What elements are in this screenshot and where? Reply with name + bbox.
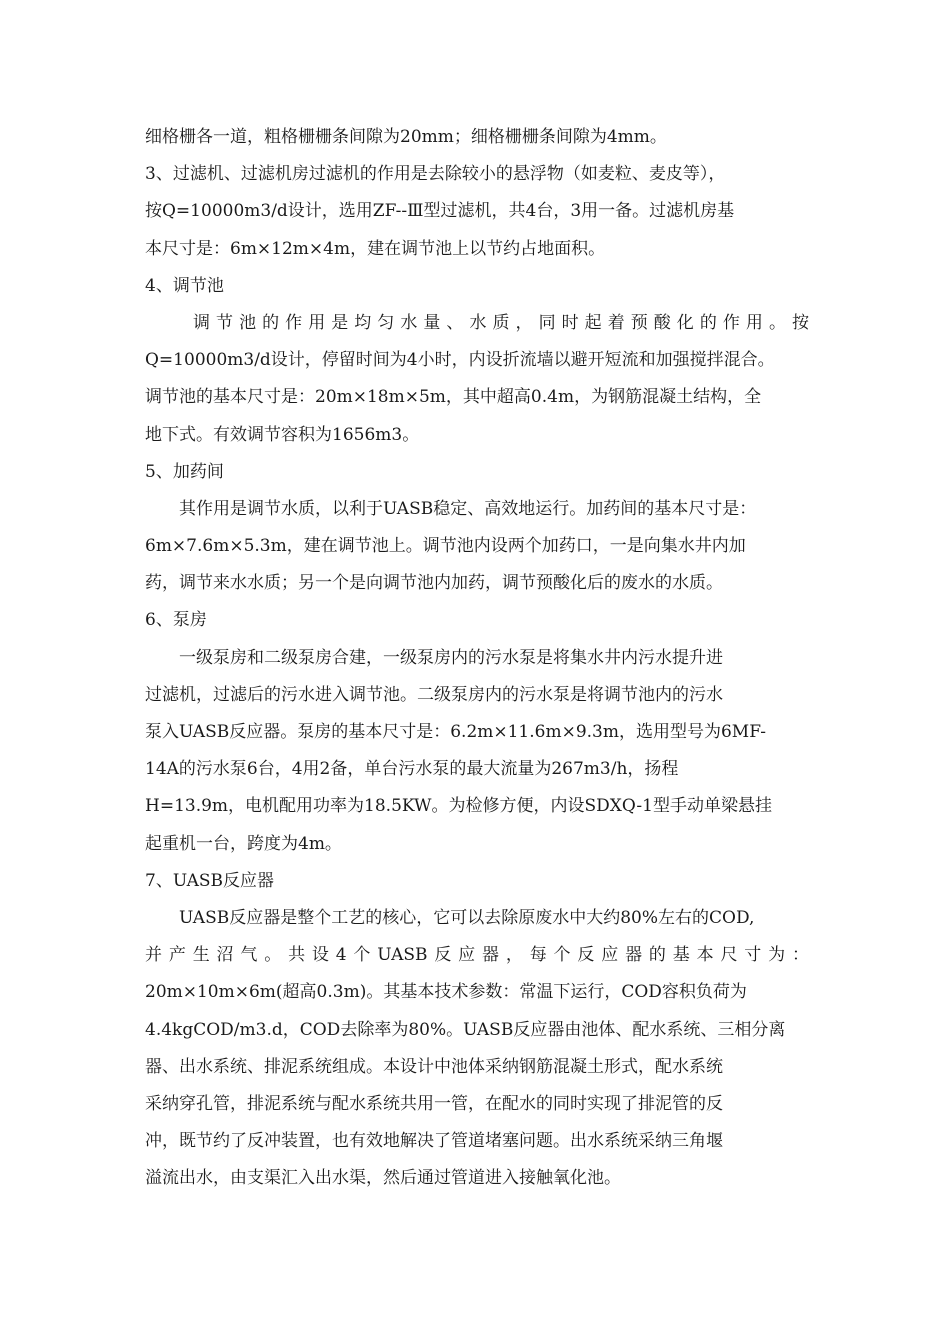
paragraph-line: 调节池的基本尺寸是：20m×18m×5m，其中超高0.4m，为钢筋混凝土结构，全 bbox=[145, 387, 762, 408]
paragraph-line: 起重机一台，跨度为4m。 bbox=[145, 833, 342, 854]
paragraph-line: 采纳穿孔管，排泥系统与配水系统共用一管，在配水的同时实现了排泥管的反 bbox=[145, 1093, 723, 1114]
paragraph-line: 20m×10m×6m(超高0.3m)。其基本技术参数：常温下运行，COD容积负荷为 bbox=[145, 982, 747, 1003]
section-heading-pump-house: 6、泵房 bbox=[145, 610, 207, 631]
paragraph-line: 一级泵房和二级泵房合建，一级泵房内的污水泵是将集水井内污水提升进 bbox=[179, 647, 723, 668]
section-heading-dosing-room: 5、加药间 bbox=[145, 461, 224, 482]
paragraph-line: 泵入UASB反应器。泵房的基本尺寸是：6.2m×11.6m×9.3m，选用型号为6MF- bbox=[145, 722, 766, 742]
paragraph-line: 地下式。有效调节容积为1656m3。 bbox=[145, 424, 420, 445]
paragraph-line: Q=10000m3/d设计，停留时间为4小时，内设折流墙以避开短流和加强搅拌混合。 bbox=[145, 350, 775, 371]
section-heading-filter: 3、过滤机、过滤机房过滤机的作用是去除较小的悬浮物（如麦粒、麦皮等）， bbox=[145, 164, 726, 185]
paragraph-line: 冲，既节约了反冲装置，也有效地解决了管道堵塞问题。出水系统采纳三角堰 bbox=[145, 1131, 723, 1152]
paragraph-line: 调节池的作用是均匀水量、水质，同时起着预酸化的作用。按 bbox=[193, 312, 809, 333]
paragraph-line: 溢流出水，由支渠汇入出水渠，然后通过管道进入接触氧化池。 bbox=[145, 1168, 621, 1189]
paragraph-line: 并产生沼气。共设4个UASB反应器，每个反应器的基本尺寸为： bbox=[145, 945, 809, 966]
section-heading-regulating-tank: 4、调节池 bbox=[145, 275, 224, 296]
paragraph-line: 细格栅各一道，粗格栅栅条间隙为20mm；细格栅栅条间隙为4mm。 bbox=[145, 127, 667, 147]
paragraph-line: H=13.9m，电机配用功率为18.5KW。为检修方便，内设SDXQ-1型手动单梁悬挂 bbox=[145, 796, 772, 817]
paragraph-line: 其作用是调节水质，以利于UASB稳定、高效地运行。加药间的基本尺寸是： bbox=[179, 498, 757, 519]
paragraph-line: 6m×7.6m×5.3m，建在调节池上。调节池内设两个加药口，一是向集水井内加 bbox=[145, 536, 746, 557]
paragraph-line: UASB反应器是整个工艺的核心，它可以去除原废水中大约80%左右的COD, bbox=[179, 907, 755, 928]
paragraph-line: 药，调节来水水质；另一个是向调节池内加药，调节预酸化后的废水的水质。 bbox=[145, 573, 723, 594]
paragraph-line: 按Q=10000m3/d设计，选用ZF--Ⅲ型过滤机，共4台，3用一备。过滤机房基 bbox=[145, 201, 735, 222]
paragraph-line: 过滤机，过滤后的污水进入调节池。二级泵房内的污水泵是将调节池内的污水 bbox=[145, 684, 723, 705]
document-body bbox=[145, 119, 809, 1197]
paragraph-line: 本尺寸是：6m×12m×4m，建在调节池上以节约占地面积。 bbox=[145, 238, 606, 259]
section-heading-uasb-reactor: 7、UASB反应器 bbox=[145, 870, 275, 891]
paragraph-line: 器、出水系统、排泥系统组成。本设计中池体采纳钢筋混凝土形式，配水系统 bbox=[145, 1056, 723, 1077]
paragraph-line: 14A的污水泵6台，4用2备，单台污水泵的最大流量为267m3/h，扬程 bbox=[145, 759, 679, 780]
paragraph-line: 4.4kgCOD/m3.d，COD去除率为80%。UASB反应器由池体、配水系统、三相分离 bbox=[145, 1019, 786, 1040]
